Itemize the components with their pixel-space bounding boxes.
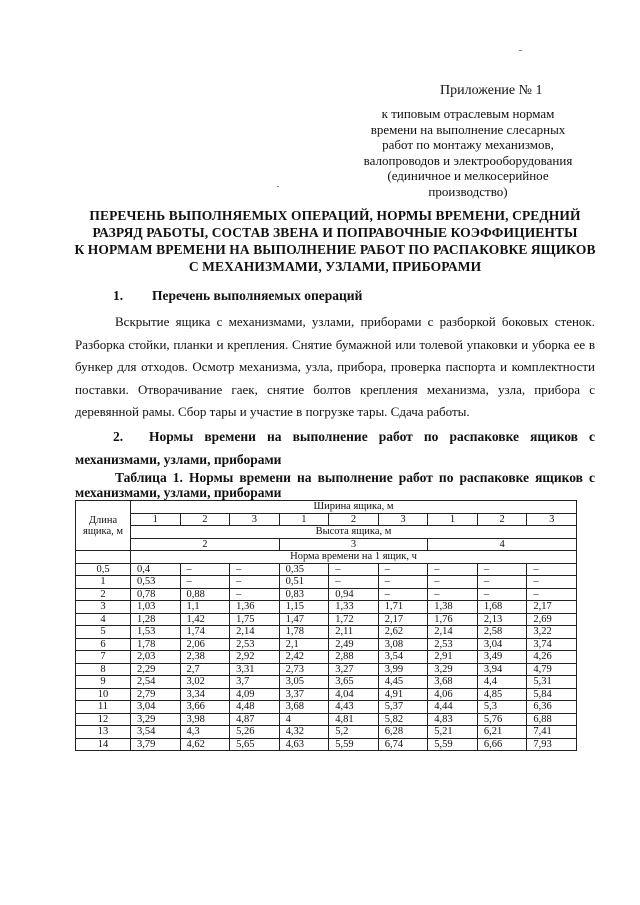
norm-cell: – [527,563,577,576]
norm-cell: – [230,588,280,601]
norm-cell: 5,21 [428,726,478,739]
norm-cell: 3,79 [131,738,181,751]
norm-cell: 1,38 [428,601,478,614]
norm-cell: 5,37 [378,701,428,714]
table-row [76,663,577,676]
section1-text: Вскрытие ящика с механизмами, узлами, приборами с разборкой боковых стенок. Разборка стойки, планки и крепления. Снятие бумажной или толевой упаковки и уборка ее в бункер для отходов. Осмотр механизма, узла, прибора, проверка паспорта и комплектности поставки. Отворачивание гаек, снятие болтов крепления механизма, узла, прибора с деревянной рамы. Сбор тары и участие в погрузке тары. Сдача работы. [75,314,595,419]
norm-cell: 2,14 [230,626,280,639]
norm-cell: 4,79 [527,663,577,676]
table-row [76,601,577,614]
table-row [76,738,577,751]
norm-cell: 4,06 [428,688,478,701]
scan-mark [519,50,522,51]
norm-cell: – [428,563,478,576]
norm-cell: – [378,588,428,601]
norm-cell: 0,94 [329,588,379,601]
norm-cell: 2,03 [131,651,181,664]
width-value: 1 [428,513,478,526]
appendix-note [352,106,584,199]
norm-cell: 2,14 [428,626,478,639]
section2-title: Нормы времени на выполнение работ по распаковке ящиков с механизмами, узлами, приборами [75,429,595,467]
norm-cell: 3,54 [378,651,428,664]
norm-cell: 0,35 [279,563,329,576]
norm-cell: 4,48 [230,701,280,714]
norm-cell: 1,76 [428,613,478,626]
norm-cell: 4,45 [378,676,428,689]
norm-cell: 1,28 [131,613,181,626]
norm-cell: 2,54 [131,676,181,689]
norm-cell: 2,92 [230,651,280,664]
norm-cell: 4,81 [329,713,379,726]
norm-cell: 1,47 [279,613,329,626]
length-cell: 2 [76,588,131,601]
norm-cell: – [428,576,478,589]
norms-table-body [76,563,577,751]
appendix-note-line: к типовым отраслевым нормам [381,106,555,121]
norm-cell: 4,62 [180,738,230,751]
norm-cell: 3,68 [279,701,329,714]
norm-cell: 0,78 [131,588,181,601]
norm-cell: 1,74 [180,626,230,639]
blank-header-cell [76,551,131,564]
norm-cell: – [428,588,478,601]
norm-cell: – [180,576,230,589]
norm-cell: 3,99 [378,663,428,676]
norm-cell: 5,31 [527,676,577,689]
norm-cell: 7,93 [527,738,577,751]
table-row [76,638,577,651]
norm-cell: – [477,576,527,589]
height-values-row [76,538,577,551]
norm-cell: 3,7 [230,676,280,689]
section1-number: 1. [113,288,124,303]
height-value: 4 [428,538,577,551]
norm-cell: 2,11 [329,626,379,639]
norm-cell: 0,4 [131,563,181,576]
norm-cell: – [230,563,280,576]
width-value: 1 [279,513,329,526]
norm-cell: 5,84 [527,688,577,701]
norm-cell: 0,83 [279,588,329,601]
norm-cell: 3,27 [329,663,379,676]
section2-heading [75,425,595,471]
norm-header: Норма времени на 1 ящик, ч [131,551,577,564]
length-cell: 10 [76,688,131,701]
norm-cell: 1,15 [279,601,329,614]
document-heading [70,207,600,275]
norm-cell: 3,22 [527,626,577,639]
scan-mark [277,186,279,187]
norm-cell: 3,05 [279,676,329,689]
norm-cell: 1,68 [477,601,527,614]
norm-cell: 2,06 [180,638,230,651]
norm-cell: – [477,563,527,576]
width-values-row [76,513,577,526]
norm-cell: 2,79 [131,688,181,701]
norm-cell: 4,09 [230,688,280,701]
norm-cell: 6,88 [527,713,577,726]
table-row [76,713,577,726]
norm-cell: 6,36 [527,701,577,714]
norm-cell: 2,53 [428,638,478,651]
heading-line: С МЕХАНИЗМАМИ, УЗЛАМИ, ПРИБОРАМИ [188,259,482,274]
norm-cell: 2,58 [477,626,527,639]
appendix-note-line: работ по монтажу механизмов, [382,137,554,152]
norm-cell: 3,37 [279,688,329,701]
norm-cell: 4,4 [477,676,527,689]
norm-cell: 5,59 [329,738,379,751]
norm-cell: 3,08 [378,638,428,651]
norm-cell: 4,44 [428,701,478,714]
norm-cell: 4,32 [279,726,329,739]
appendix-note-line: производство) [428,183,508,199]
length-cell: 8 [76,663,131,676]
norm-cell: 2,7 [180,663,230,676]
width-value: 3 [527,513,577,526]
norm-cell: 2,73 [279,663,329,676]
width-header: Ширина ящика, м [131,501,577,514]
table-row [76,626,577,639]
norm-cell: 3,34 [180,688,230,701]
appendix-note-line: (единичное и мелкосерийное [387,168,549,183]
norm-cell: 1,1 [180,601,230,614]
table-row [76,651,577,664]
norm-cell: 4 [279,713,329,726]
norm-cell: 2,42 [279,651,329,664]
norm-cell: 1,72 [329,613,379,626]
norm-cell: 1,33 [329,601,379,614]
length-cell: 13 [76,726,131,739]
norm-cell: 3,29 [428,663,478,676]
width-value: 1 [131,513,181,526]
length-cell: 4 [76,613,131,626]
norms-table [75,500,577,751]
heading-line: К НОРМАМ ВРЕМЕНИ НА ВЫПОЛНЕНИЕ РАБОТ ПО РАСПАКОВКЕ ЯЩИКОВ [74,242,596,257]
norm-cell: – [378,576,428,589]
length-cell: 14 [76,738,131,751]
length-cell: 11 [76,701,131,714]
appendix-note-line: времени на выполнение слесарных [370,121,566,137]
norm-cell: 4,43 [329,701,379,714]
norm-cell: 3,04 [131,701,181,714]
norm-cell: 0,51 [279,576,329,589]
norm-cell: 3,49 [477,651,527,664]
norm-cell: 1,78 [131,638,181,651]
norm-cell: 1,03 [131,601,181,614]
norm-cell: 3,68 [428,676,478,689]
norm-cell: – [378,563,428,576]
norm-cell: 2,17 [527,601,577,614]
norm-cell: 4,04 [329,688,379,701]
table-row [76,613,577,626]
table-row [76,588,577,601]
norm-cell: 2,62 [378,626,428,639]
norm-cell: 6,28 [378,726,428,739]
norm-cell: 2,13 [477,613,527,626]
norm-cell: 7,41 [527,726,577,739]
heading-line: ПЕРЕЧЕНЬ ВЫПОЛНЯЕМЫХ ОПЕРАЦИЙ, НОРМЫ ВРЕМЕНИ, СРЕДНИЙ [89,208,581,223]
norm-cell: 5,65 [230,738,280,751]
length-cell: 0,5 [76,563,131,576]
norm-cell: 2,88 [329,651,379,664]
width-value: 3 [230,513,280,526]
norm-cell: 2,91 [428,651,478,664]
norm-cell: 3,65 [329,676,379,689]
norm-cell: 6,21 [477,726,527,739]
norm-cell: 0,88 [180,588,230,601]
table-row [76,701,577,714]
length-cell: 3 [76,601,131,614]
norm-cell: 5,59 [428,738,478,751]
norm-cell: 2,49 [329,638,379,651]
norm-cell: 3,54 [131,726,181,739]
norm-cell: 2,69 [527,613,577,626]
table-row [76,576,577,589]
appendix-note-line: валопроводов и электрооборудования [363,152,573,168]
norm-cell: 4,3 [180,726,230,739]
norm-cell: 3,29 [131,713,181,726]
norm-cell: 2,17 [378,613,428,626]
appendix-title: Приложение № 1 [440,83,543,98]
section2-number: 2. [113,429,124,444]
norm-cell: 3,94 [477,663,527,676]
norm-cell: – [230,576,280,589]
table-row [76,676,577,689]
norm-cell: 1,36 [230,601,280,614]
norm-cell: – [180,563,230,576]
norm-cell: 2,38 [180,651,230,664]
table-row [76,563,577,576]
length-cell: 1 [76,576,131,589]
width-value: 2 [180,513,230,526]
length-cell: 12 [76,713,131,726]
height-value: 2 [131,538,280,551]
width-value: 2 [329,513,379,526]
norm-cell: 1,42 [180,613,230,626]
norm-cell: 4,87 [230,713,280,726]
length-cell: 6 [76,638,131,651]
norm-cell: 6,66 [477,738,527,751]
norm-cell: 2,53 [230,638,280,651]
norm-cell: 5,76 [477,713,527,726]
norm-cell: 1,71 [378,601,428,614]
norm-cell: 0,53 [131,576,181,589]
norm-cell: 4,83 [428,713,478,726]
length-cell: 7 [76,651,131,664]
norm-cell: 3,04 [477,638,527,651]
height-header: Высота ящика, м [131,526,577,539]
norm-cell: 1,53 [131,626,181,639]
norm-cell: 6,74 [378,738,428,751]
norm-cell: 4,26 [527,651,577,664]
norm-cell: 3,31 [230,663,280,676]
norm-cell: 2,29 [131,663,181,676]
norm-cell: 5,3 [477,701,527,714]
norm-cell: 4,85 [477,688,527,701]
section1-title: Перечень выполняемых операций [152,288,363,303]
length-cell: 9 [76,676,131,689]
norm-cell: – [527,588,577,601]
norm-cell: 2,1 [279,638,329,651]
norm-cell: – [329,563,379,576]
norm-cell: 3,02 [180,676,230,689]
norm-cell: – [527,576,577,589]
norm-cell: 3,98 [180,713,230,726]
norm-cell: 1,78 [279,626,329,639]
width-value: 2 [477,513,527,526]
heading-line: РАЗРЯД РАБОТЫ, СОСТАВ ЗВЕНА И ПОПРАВОЧНЫЕ КОЭФФИЦИЕНТЫ [92,225,578,240]
norm-cell: – [329,576,379,589]
norm-cell: – [477,588,527,601]
norm-cell: 5,2 [329,726,379,739]
norm-cell: 5,82 [378,713,428,726]
length-header: Длина ящика, м [76,501,131,551]
table-row [76,688,577,701]
norm-cell: 4,91 [378,688,428,701]
table-caption: Таблица 1. Нормы времени на выполнение работ по распаковке ящиков с механизмами, узлами, приборами [75,470,595,500]
width-value: 3 [378,513,428,526]
norm-cell: 5,26 [230,726,280,739]
length-cell: 5 [76,626,131,639]
norm-cell: 4,63 [279,738,329,751]
table-row [76,726,577,739]
norm-cell: 3,66 [180,701,230,714]
norm-cell: 1,75 [230,613,280,626]
norm-cell: 3,74 [527,638,577,651]
height-value: 3 [279,538,428,551]
